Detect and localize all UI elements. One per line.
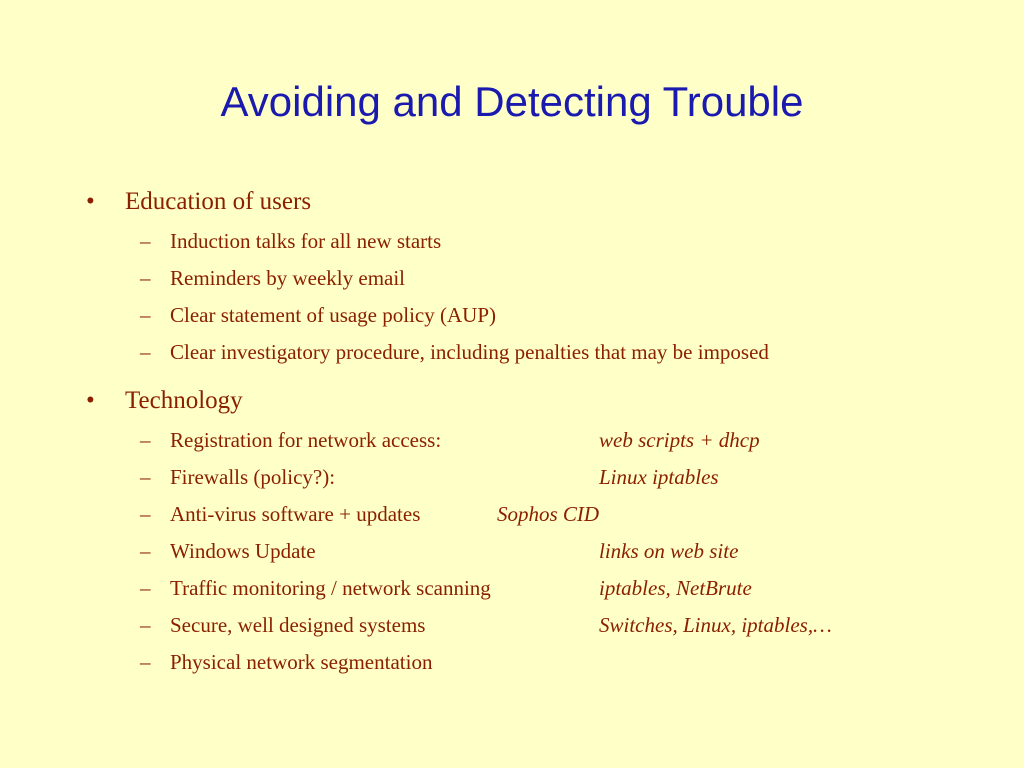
dash-marker: –: [140, 428, 151, 452]
dash-marker: –: [140, 650, 151, 674]
dash-marker: –: [140, 229, 151, 253]
subitem-text: Induction talks for all new starts: [170, 229, 442, 253]
subitem-text: Windows Update: [170, 539, 316, 563]
subitem-text: Anti-virus software + updates: [170, 502, 421, 526]
subitem-note: iptables, NetBrute: [599, 576, 752, 600]
subitem-text: Traffic monitoring / network scanning: [170, 576, 491, 600]
dash-marker: –: [140, 340, 151, 364]
subitem-note: Sophos CID: [497, 502, 600, 526]
subitem-text: Physical network segmentation: [170, 650, 433, 674]
subitem-note: Linux iptables: [599, 465, 719, 489]
subitem-note: links on web site: [599, 539, 739, 563]
slide-title: Avoiding and Detecting Trouble: [220, 78, 804, 125]
dash-marker: –: [140, 502, 151, 526]
dash-marker: –: [140, 465, 151, 489]
bullet-marker: •: [86, 387, 95, 414]
subitem-text: Clear investigatory procedure, including penalties that may be imposed: [170, 340, 769, 364]
bullet-marker: •: [86, 188, 95, 215]
subitem-text: Reminders by weekly email: [170, 266, 406, 290]
subitem-text: Secure, well designed systems: [170, 613, 426, 637]
subitem-note: web scripts + dhcp: [599, 428, 760, 452]
bullet-text: Education of users: [125, 188, 312, 215]
bullet-text: Technology: [125, 387, 243, 414]
dash-marker: –: [140, 539, 151, 563]
subitem-text: Firewalls (policy?):: [170, 465, 336, 489]
dash-marker: –: [140, 303, 151, 327]
subitem-text: Clear statement of usage policy (AUP): [170, 303, 496, 327]
dash-marker: –: [140, 266, 151, 290]
subitem-text: Registration for network access:: [170, 428, 442, 452]
dash-marker: –: [140, 613, 151, 637]
dash-marker: –: [140, 576, 151, 600]
subitem-note: Switches, Linux, iptables,…: [599, 613, 832, 637]
